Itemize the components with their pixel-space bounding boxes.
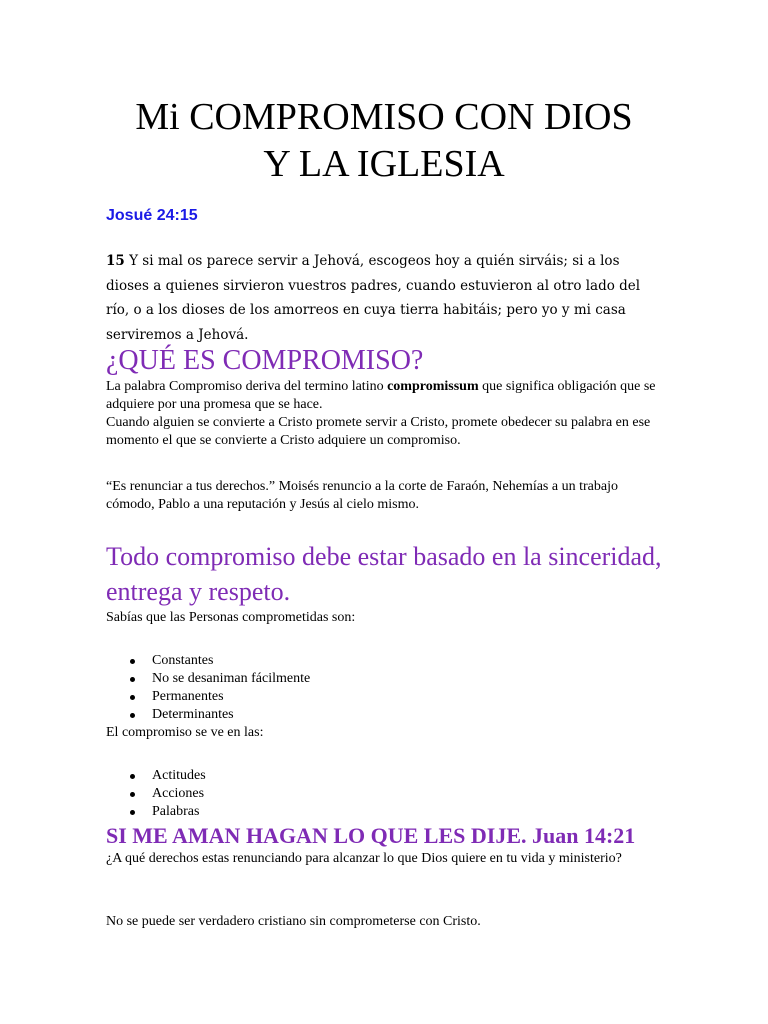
conversion-paragraph: Cuando alguien se convierte a Cristo promete servir a Cristo, promete obedecer su palabra en ese momento el que se convierte a Cristo adquiere un compromiso. bbox=[106, 415, 651, 448]
list-item: Acciones bbox=[106, 785, 206, 803]
closing-paragraph: No se puede ser verdadero cristiano sin comprometerse con Cristo. bbox=[106, 914, 481, 929]
list-item: Constantes bbox=[106, 652, 310, 670]
renounce-paragraph: “Es renunciar a tus derechos.” Moisés renuncio a la corte de Faraón, Nehemías a un trabajo cómodo, Pablo a una reputación y Jesús al cielo mismo. bbox=[106, 479, 618, 512]
committed-traits-list bbox=[106, 652, 310, 724]
commitment-seen-list bbox=[106, 767, 206, 821]
question-paragraph: ¿A qué derechos estas renunciando para alcanzar lo que Dios quiere en tu vida y ministerio? bbox=[106, 851, 622, 866]
list-item: Palabras bbox=[106, 803, 206, 821]
committed-people-intro: Sabías que las Personas comprometidas son: bbox=[106, 610, 356, 625]
list-item: Actitudes bbox=[106, 767, 206, 785]
document-title bbox=[0, 94, 768, 188]
title-line-1: Mi COMPROMISO CON DIOS bbox=[135, 96, 633, 138]
title-line-2: Y LA IGLESIA bbox=[263, 143, 505, 185]
section-heading-period: . bbox=[283, 577, 291, 606]
definition-paragraph bbox=[106, 378, 666, 450]
verse-text bbox=[106, 249, 666, 347]
definition-latin-term: compromissum bbox=[387, 379, 479, 394]
verse-body: Y si mal os parece servir a Jehová, escogeos hoy a quién sirváis; si a los dioses a quienes sirvieron vuestros padres, cuando estuvieron al otro lado del río, o a los dioses de los amorreos en cuya tierra habitáis; pero yo y mi casa serviremos a Jehová. bbox=[106, 253, 641, 343]
section-heading-que-es: ¿QUÉ ES COMPROMISO? bbox=[106, 345, 424, 376]
list-item: Determinantes bbox=[106, 706, 310, 724]
definition-text-end: que significa obligación que se adquiere por una promesa que se hace. bbox=[106, 379, 656, 412]
section-heading-text: Todo compromiso debe estar basado en la sinceridad, entrega y respeto bbox=[106, 542, 662, 606]
definition-text-start: La palabra Compromiso deriva del termino latino bbox=[106, 379, 388, 394]
list-item: No se desaniman fácilmente bbox=[106, 670, 310, 688]
section-heading-si-me-aman: SI ME AMAN HAGAN LO QUE LES DIJE. Juan 14:21 bbox=[106, 823, 636, 848]
list-item: Permanentes bbox=[106, 688, 310, 706]
section-heading-todo-compromiso bbox=[106, 539, 706, 609]
verse-number: 15 bbox=[106, 253, 125, 269]
scripture-reference: Josué 24:15 bbox=[106, 207, 198, 224]
commitment-seen-intro: El compromiso se ve en las: bbox=[106, 725, 264, 740]
